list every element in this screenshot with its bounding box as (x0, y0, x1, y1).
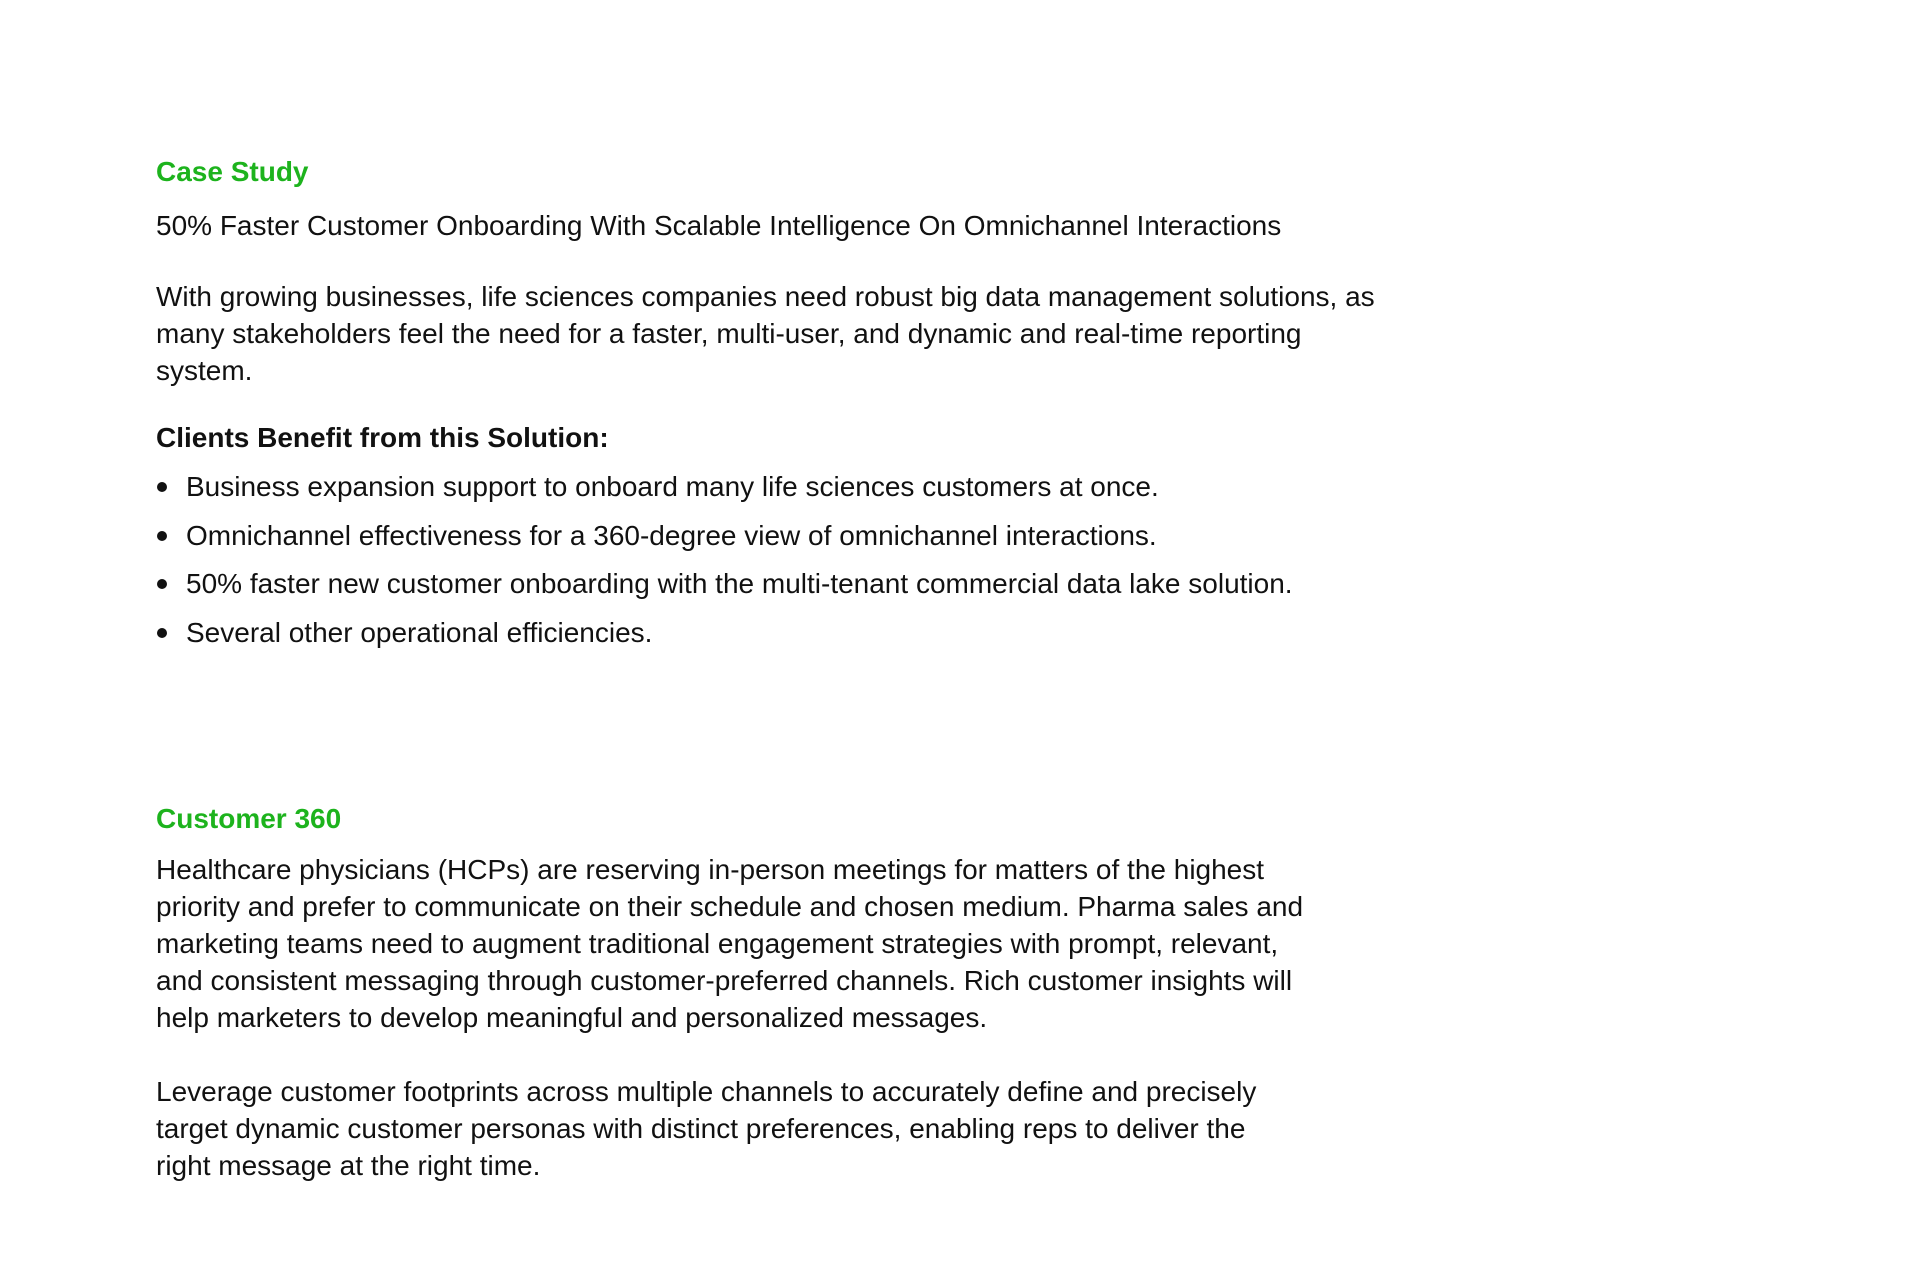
list-item (156, 468, 1416, 505)
bullet-icon (157, 531, 167, 541)
customer-360-heading: Customer 360 (156, 803, 342, 834)
case-study-section (156, 150, 1416, 662)
customer-360-paragraph-2: Leverage customer footprints across multiple channels to accurately define and precisely target dynamic customer personas with distinct preferences, enabling reps to deliver the right message at the right time. (156, 1076, 1257, 1181)
customer-360-paragraph-1: Healthcare physicians (HCPs) are reserving in-person meetings for matters of the highest priority and prefer to communicate on their schedule and chosen medium. Pharma sales and marketing teams need to augment traditional engagement strategies with prompt, relevant, and consistent messaging through customer-preferred channels. Rich customer insights will help marketers to develop meaningful and personalized messages. (156, 854, 1304, 1033)
list-item (156, 517, 1416, 554)
bullet-icon (157, 482, 167, 492)
case-study-heading: Case Study (156, 156, 309, 187)
list-item-text: Omnichannel effectiveness for a 360-degree view of omnichannel interactions. (186, 519, 1157, 551)
case-study-title: 50% Faster Customer Onboarding With Scalable Intelligence On Omnichannel Interactions (156, 210, 1282, 241)
bullet-icon (157, 628, 167, 638)
benefits-heading: Clients Benefit from this Solution: (156, 422, 609, 453)
list-item-text: 50% faster new customer onboarding with the multi-tenant commercial data lake solution. (186, 568, 1293, 599)
list-item (156, 565, 1416, 602)
bullet-icon (157, 579, 167, 589)
list-item-text: Business expansion support to onboard many life sciences customers at once. (186, 471, 1159, 502)
case-study-intro: With growing businesses, life sciences companies need robust big data management solutions, as many stakeholders feel the need for a faster, multi-user, and dynamic and real-time reporting system. (156, 281, 1375, 386)
customer-360-section (156, 797, 1416, 1184)
list-item-text: Several other operational efficiencies. (186, 616, 653, 648)
list-item (156, 614, 1416, 651)
benefits-list (156, 468, 1416, 651)
